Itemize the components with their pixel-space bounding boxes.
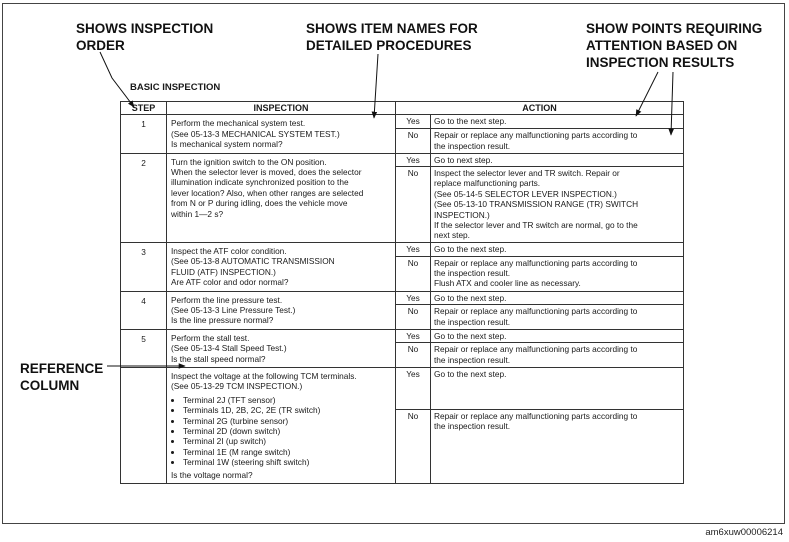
action-line: Repair or replace any malfunctioning parts according to: [434, 410, 638, 421]
no-label: No: [396, 305, 431, 329]
inspection-line: Perform the mechanical system test.: [171, 118, 306, 129]
yes-label: Yes: [396, 242, 431, 256]
inspection-line: (See 05-13-3 Line Pressure Test.): [171, 304, 296, 315]
arrow-attention-1: [636, 72, 658, 116]
action-line: Go to the next step.: [434, 243, 507, 254]
inspection-line: Is the stall speed normal?: [171, 353, 266, 364]
action-line: the inspection result.: [434, 316, 511, 327]
inspection-line: Perform the line pressure test.: [171, 294, 283, 305]
inspection-line: Is mechanical system normal?: [171, 139, 283, 150]
inspection-line: lever location? Also, when other ranges are selected: [171, 187, 364, 198]
header-inspection: INSPECTION: [167, 102, 396, 115]
inspection-line: Are ATF color and odor normal?: [171, 277, 289, 288]
arrow-attention-2: [671, 72, 673, 135]
action-line: Repair or replace any malfunctioning parts according to: [434, 306, 638, 317]
action-line: Repair or replace any malfunctioning parts according to: [434, 130, 638, 141]
yes-label: Yes: [396, 115, 431, 129]
no-label: No: [396, 409, 431, 483]
action-line: Go to next step.: [434, 154, 493, 165]
action-line: Repair or replace any malfunctioning parts according to: [434, 257, 638, 268]
callout-attention-points: SHOW POINTS REQUIRING ATTENTION BASED ON INSPECTION RESULTS: [586, 21, 763, 70]
action-line: Flush ATX and cooler line as necessary.: [434, 278, 581, 289]
inspection-question: Is the voltage normal?: [171, 469, 253, 480]
terminal-item: • Terminal 2D (down switch): [183, 426, 391, 436]
inspection-line: (See 05-13-4 Stall Speed Test.): [171, 343, 287, 354]
no-label: No: [396, 343, 431, 367]
action-line: the inspection result.: [434, 267, 511, 278]
inspection-line: Perform the stall test.: [171, 332, 250, 343]
inspection-line: FLUID (ATF) INSPECTION.): [171, 266, 276, 277]
action-line: Go to the next step.: [434, 116, 507, 127]
action-line: replace malfunctioning parts.: [434, 178, 541, 189]
inspection-line: When the selector lever is moved, does the selector: [171, 167, 362, 178]
inspection-line: Inspect the voltage at the following TCM terminals.: [171, 370, 357, 381]
inspection-line: (See 05-13-3 MECHANICAL SYSTEM TEST.): [171, 128, 340, 139]
yes-label: Yes: [396, 153, 431, 166]
action-line: (See 05-14-5 SELECTOR LEVER INSPECTION.): [434, 188, 617, 199]
terminal-item: • Terminal 2J (TFT sensor): [183, 395, 391, 405]
inspection-line: Is the line pressure normal?: [171, 315, 274, 326]
step-number: 5: [121, 329, 167, 367]
inspection-line: Turn the ignition switch to the ON position.: [171, 156, 327, 167]
terminal-item: • Terminal 2I (up switch): [183, 436, 391, 446]
header-action: ACTION: [396, 102, 684, 115]
no-label: No: [396, 129, 431, 153]
no-label: No: [396, 256, 431, 291]
action-line: Go to the next step.: [434, 368, 507, 379]
inspection-line: within 1—2 s?: [171, 208, 224, 219]
inspection-line: illumination indicate synchronized position to the: [171, 177, 349, 188]
action-line: Go to the next step.: [434, 330, 507, 341]
image-code: am6xuw00006214: [705, 527, 783, 538]
terminal-item: • Terminal 1W (steering shift switch): [183, 457, 391, 467]
yes-label: Yes: [396, 329, 431, 343]
arrow-item-names: [374, 54, 378, 118]
action-line: If the selector lever and TR switch are normal, go to the: [434, 220, 638, 231]
terminal-item: • Terminal 2G (turbine sensor): [183, 416, 391, 426]
arrow-inspection-order: [100, 52, 134, 107]
step-number: 3: [121, 242, 167, 291]
callout-inspection-order: SHOWS INSPECTION ORDER: [76, 21, 214, 53]
terminal-item: • Terminal 1E (M range switch): [183, 447, 391, 457]
action-line: the inspection result.: [434, 140, 511, 151]
step-number: 2: [121, 153, 167, 242]
action-line: Repair or replace any malfunctioning parts according to: [434, 344, 638, 355]
action-line: Inspect the selector lever and TR switch. Repair or: [434, 168, 620, 179]
header-step: STEP: [121, 102, 167, 115]
action-line: (See 05-13-10 TRANSMISSION RANGE (TR) SWITCH: [434, 199, 639, 210]
action-line: the inspection result.: [434, 354, 511, 365]
yes-label: Yes: [396, 291, 431, 305]
callout-item-names: SHOWS ITEM NAMES FOR DETAILED PROCEDURES: [306, 21, 478, 53]
callout-reference-column: REFERENCE COLUMN: [20, 361, 104, 393]
step-number: 1: [121, 115, 167, 153]
no-label: No: [396, 167, 431, 243]
terminal-item: • Terminals 1D, 2B, 2C, 2E (TR switch): [183, 405, 391, 415]
section-title: BASIC INSPECTION: [130, 82, 221, 93]
inspection-line: Inspect the ATF color condition.: [171, 245, 287, 256]
action-line: INSPECTION.): [434, 209, 490, 220]
inspection-line: (See 05-13-8 AUTOMATIC TRANSMISSION: [171, 256, 335, 267]
step-number: 4: [121, 291, 167, 329]
action-line: next step.: [434, 230, 470, 241]
inspection-line: from N or P during idling, does the vehicle move: [171, 198, 348, 209]
yes-label: Yes: [396, 367, 431, 409]
action-line: Go to the next step.: [434, 292, 507, 303]
inspection-line: (See 05-13-29 TCM INSPECTION.): [171, 381, 303, 392]
action-line: the inspection result.: [434, 421, 511, 432]
